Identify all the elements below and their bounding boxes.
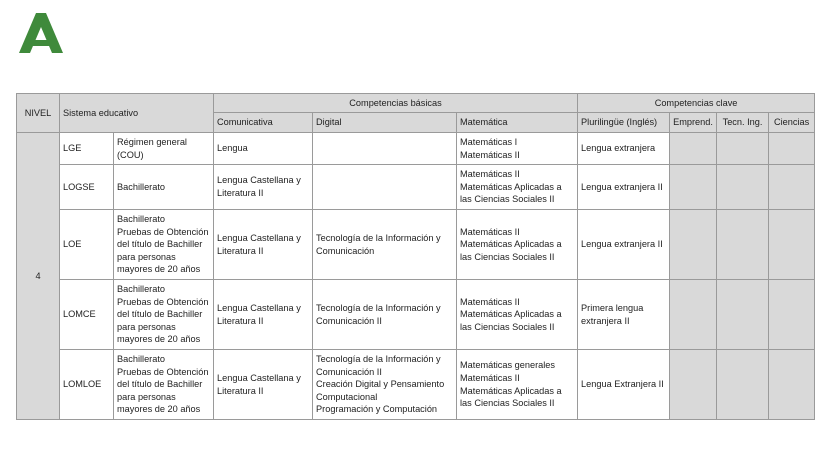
competencias-table — [16, 93, 815, 420]
table-row — [17, 133, 815, 165]
table-row — [17, 165, 815, 210]
table-row — [17, 280, 815, 350]
sistema-cell: LOMCE — [60, 280, 114, 350]
comunicativa-cell: Lengua Castellana y Literatura II — [214, 210, 313, 280]
tecn-cell — [717, 133, 769, 165]
plurilingue-cell: Lengua extranjera II — [578, 165, 670, 210]
plurilingue-cell: Lengua Extranjera II — [578, 350, 670, 420]
table-row — [17, 350, 815, 420]
sistema-cell: LOE — [60, 210, 114, 280]
header-nivel: NIVEL — [17, 94, 60, 133]
nivel-cell: 4 — [17, 133, 60, 420]
header-matematica: Matemática — [457, 113, 578, 133]
header-sistema: Sistema educativo — [60, 94, 214, 133]
comunicativa-cell: Lengua Castellana y Literatura II — [214, 280, 313, 350]
plurilingue-cell: Primera lengua extranjera II — [578, 280, 670, 350]
emprend-cell — [670, 350, 717, 420]
emprend-cell — [670, 133, 717, 165]
ciencias-cell — [769, 165, 815, 210]
sistema-cell: LOGSE — [60, 165, 114, 210]
plurilingue-cell: Lengua extranjera — [578, 133, 670, 165]
matematica-cell: Matemáticas generales Matemáticas II Matemáticas Aplicadas a las Ciencias Sociales II — [457, 350, 578, 420]
digital-cell — [313, 165, 457, 210]
tecn-cell — [717, 210, 769, 280]
digital-cell: Tecnología de la Información y Comunicación II Creación Digital y Pensamiento Computacional Programación y Computación — [313, 350, 457, 420]
comunicativa-cell: Lengua Castellana y Literatura II — [214, 165, 313, 210]
matematica-cell: Matemáticas II Matemáticas Aplicadas a las Ciencias Sociales II — [457, 280, 578, 350]
header-tecn: Tecn. Ing. — [717, 113, 769, 133]
emprend-cell — [670, 280, 717, 350]
digital-cell: Tecnología de la Información y Comunicación — [313, 210, 457, 280]
ciencias-cell — [769, 280, 815, 350]
sistema-cell: LOMLOE — [60, 350, 114, 420]
table-row — [17, 210, 815, 280]
ciencias-cell — [769, 210, 815, 280]
estudio-cell: Bachillerato Pruebas de Obtención del título de Bachiller para personas mayores de 20 años — [114, 210, 214, 280]
estudio-cell: Bachillerato Pruebas de Obtención del título de Bachiller para personas mayores de 20 años — [114, 350, 214, 420]
header-plurilingue: Plurilingüe (Inglés) — [578, 113, 670, 133]
estudio-cell: Bachillerato Pruebas de Obtención del título de Bachiller para personas mayores de 20 años — [114, 280, 214, 350]
tecn-cell — [717, 165, 769, 210]
emprend-cell — [670, 165, 717, 210]
comunicativa-cell: Lengua Castellana y Literatura II — [214, 350, 313, 420]
matematica-cell: Matemáticas I Matemáticas II — [457, 133, 578, 165]
comunicativa-cell: Lengua — [214, 133, 313, 165]
matematica-cell: Matemáticas II Matemáticas Aplicadas a las Ciencias Sociales II — [457, 165, 578, 210]
sistema-cell: LGE — [60, 133, 114, 165]
header-clave: Competencias clave — [578, 94, 815, 113]
header-digital: Digital — [313, 113, 457, 133]
digital-cell: Tecnología de la Información y Comunicación II — [313, 280, 457, 350]
junta-logo — [19, 13, 63, 53]
logo-bar — [28, 40, 55, 46]
digital-cell — [313, 133, 457, 165]
estudio-cell: Bachillerato — [114, 165, 214, 210]
estudio-cell: Régimen general (COU) — [114, 133, 214, 165]
header-ciencias: Ciencias — [769, 113, 815, 133]
emprend-cell — [670, 210, 717, 280]
header-comunicativa: Comunicativa — [214, 113, 313, 133]
header-basicas: Competencias básicas — [214, 94, 578, 113]
tecn-cell — [717, 350, 769, 420]
tecn-cell — [717, 280, 769, 350]
matematica-cell: Matemáticas II Matemáticas Aplicadas a las Ciencias Sociales II — [457, 210, 578, 280]
ciencias-cell — [769, 133, 815, 165]
plurilingue-cell: Lengua extranjera II — [578, 210, 670, 280]
logo-mark — [19, 13, 63, 53]
header-emprend: Emprend. — [670, 113, 717, 133]
ciencias-cell — [769, 350, 815, 420]
